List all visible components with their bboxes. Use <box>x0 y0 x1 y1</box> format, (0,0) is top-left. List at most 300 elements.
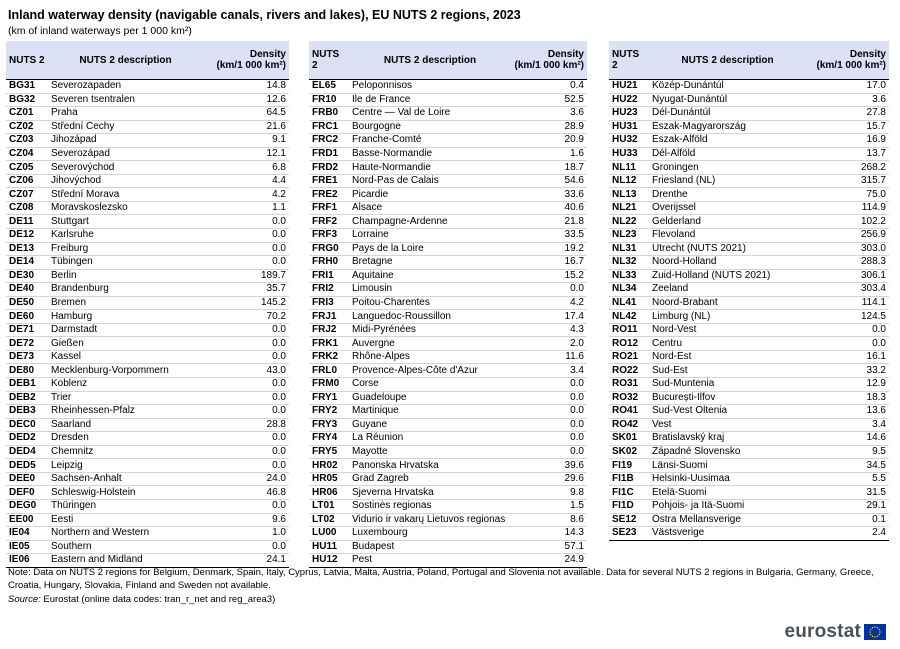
table-row <box>609 391 889 405</box>
table-row <box>6 120 289 134</box>
region-name: Bretagne <box>349 256 511 270</box>
density-value: 3.6 <box>511 107 587 121</box>
table-row <box>309 527 587 541</box>
density-value: 1.6 <box>511 147 587 161</box>
region-name: Lorraine <box>349 229 511 243</box>
region-name: Noord-Brabant <box>649 296 806 310</box>
table-row <box>6 445 289 459</box>
density-value: 0.0 <box>203 445 289 459</box>
density-value: 31.5 <box>806 486 889 500</box>
table-row <box>309 350 587 364</box>
nuts2-code: RO22 <box>609 364 649 378</box>
nuts2-code: RO12 <box>609 337 649 351</box>
nuts2-code: EE00 <box>6 513 48 527</box>
region-name: Provence-Alpes-Côte d'Azur <box>349 364 511 378</box>
eurostat-logo <box>784 621 886 643</box>
density-value: 9.8 <box>511 486 587 500</box>
nuts2-code: CZ03 <box>6 134 48 148</box>
header-description: NUTS 2 description <box>349 41 511 80</box>
table-row <box>6 256 289 270</box>
nuts2-code: DE30 <box>6 269 48 283</box>
nuts2-code: FRY4 <box>309 432 349 446</box>
density-value: 12.9 <box>806 378 889 392</box>
nuts2-code: FRG0 <box>309 242 349 256</box>
density-value: 33.2 <box>806 364 889 378</box>
table-row <box>6 527 289 541</box>
region-name: Rheinhessen-Pfalz <box>48 405 203 419</box>
density-value: 114.9 <box>806 201 889 215</box>
region-name: Picardie <box>349 188 511 202</box>
region-name: Ile de France <box>349 93 511 107</box>
table-row <box>609 296 889 310</box>
table-row <box>609 527 889 541</box>
region-name: Guadeloupe <box>349 391 511 405</box>
table-row <box>609 93 889 107</box>
table-row <box>609 229 889 243</box>
table-row <box>6 269 289 283</box>
region-name: Severozapaden <box>48 80 203 94</box>
nuts2-code: FRC1 <box>309 120 349 134</box>
nuts2-code: HU21 <box>609 80 649 94</box>
density-value: 0.0 <box>203 242 289 256</box>
region-name: Střední Morava <box>48 188 203 202</box>
density-value: 1.1 <box>203 201 289 215</box>
region-name: Severen tsentralen <box>48 93 203 107</box>
density-value: 14.3 <box>511 527 587 541</box>
density-value: 0.0 <box>203 350 289 364</box>
region-name: Guyane <box>349 418 511 432</box>
nuts2-code: FRD1 <box>309 147 349 161</box>
region-name: Gießen <box>48 337 203 351</box>
nuts2-code: FRE2 <box>309 188 349 202</box>
eu-flag-icon <box>864 624 886 640</box>
table-row <box>609 418 889 432</box>
table-row <box>6 364 289 378</box>
density-value: 0.0 <box>806 323 889 337</box>
nuts2-code: CZ06 <box>6 174 48 188</box>
density-value: 43.0 <box>203 364 289 378</box>
density-value: 306.1 <box>806 269 889 283</box>
region-name: Střední Čechy <box>48 120 203 134</box>
density-value: 4.2 <box>511 296 587 310</box>
table-row <box>6 391 289 405</box>
table-row <box>309 256 587 270</box>
density-value: 18.7 <box>511 161 587 175</box>
region-name: Sud-Muntenia <box>649 378 806 392</box>
region-name: Panonska Hrvatska <box>349 459 511 473</box>
region-name: Gelderland <box>649 215 806 229</box>
region-name: Közép-Dunántúl <box>649 80 806 94</box>
header-description: NUTS 2 description <box>649 41 806 80</box>
region-name: Alsace <box>349 201 511 215</box>
table-row <box>609 445 889 459</box>
nuts2-code: FI1C <box>609 486 649 500</box>
nuts2-code: FRY2 <box>309 405 349 419</box>
table-row <box>609 459 889 473</box>
nuts2-code: FRI2 <box>309 283 349 297</box>
region-name: Centru <box>649 337 806 351</box>
table-row <box>6 310 289 324</box>
nuts2-code: NL33 <box>609 269 649 283</box>
region-name: Hamburg <box>48 310 203 324</box>
nuts2-code: RO42 <box>609 418 649 432</box>
table-row <box>6 174 289 188</box>
density-table-2 <box>309 41 587 568</box>
region-name: Poitou-Charentes <box>349 296 511 310</box>
nuts2-code: IE04 <box>6 527 48 541</box>
table-row <box>609 107 889 121</box>
nuts2-code: BG31 <box>6 80 48 94</box>
nuts2-code: DEB3 <box>6 405 48 419</box>
nuts2-code: IE06 <box>6 554 48 568</box>
region-name: Koblenz <box>48 378 203 392</box>
density-value: 4.2 <box>203 188 289 202</box>
region-name: Thüringen <box>48 499 203 513</box>
nuts2-code: DE11 <box>6 215 48 229</box>
nuts2-code: DE80 <box>6 364 48 378</box>
region-name: Centre — Val de Loire <box>349 107 511 121</box>
table-row <box>309 391 587 405</box>
table-row <box>6 147 289 161</box>
table-row <box>6 337 289 351</box>
region-name: Haute-Normandie <box>349 161 511 175</box>
region-name: Jihovýchod <box>48 174 203 188</box>
nuts2-code: RO21 <box>609 350 649 364</box>
density-value: 21.6 <box>203 120 289 134</box>
density-value: 16.7 <box>511 256 587 270</box>
density-value: 24.0 <box>203 472 289 486</box>
density-value: 35.7 <box>203 283 289 297</box>
table-row <box>609 147 889 161</box>
region-name: Vidurio ir vakarų Lietuvos regionas <box>349 513 511 527</box>
region-name: Nord-Est <box>649 350 806 364</box>
nuts2-code: SE23 <box>609 527 649 541</box>
density-value: 0.0 <box>203 405 289 419</box>
table-row <box>309 445 587 459</box>
density-value: 268.2 <box>806 161 889 175</box>
table-row <box>6 80 289 94</box>
nuts2-code: FRK1 <box>309 337 349 351</box>
density-value: 0.0 <box>203 229 289 243</box>
table-row <box>609 134 889 148</box>
nuts2-code: SK02 <box>609 445 649 459</box>
nuts2-code: NL21 <box>609 201 649 215</box>
density-value: 0.0 <box>203 540 289 554</box>
region-name: Midi-Pyrénées <box>349 323 511 337</box>
nuts2-code: DEF0 <box>6 486 48 500</box>
nuts2-code: DED2 <box>6 432 48 446</box>
header-description: NUTS 2 description <box>48 41 203 80</box>
nuts2-code: DED5 <box>6 459 48 473</box>
density-value: 27.8 <box>806 107 889 121</box>
table-row <box>6 499 289 513</box>
table-row <box>609 120 889 134</box>
region-name: Mecklenburg-Vorpommern <box>48 364 203 378</box>
table-row <box>609 432 889 446</box>
density-value: 70.2 <box>203 310 289 324</box>
table-row <box>609 337 889 351</box>
table-row <box>309 134 587 148</box>
density-value: 124.5 <box>806 310 889 324</box>
table-row <box>6 472 289 486</box>
density-value: 75.0 <box>806 188 889 202</box>
nuts2-code: FRE1 <box>309 174 349 188</box>
nuts2-code: FI1B <box>609 472 649 486</box>
table-row <box>309 147 587 161</box>
region-name: Franche-Comté <box>349 134 511 148</box>
density-value: 21.8 <box>511 215 587 229</box>
nuts2-code: HU23 <box>609 107 649 121</box>
nuts2-code: LU00 <box>309 527 349 541</box>
density-value: 1.5 <box>511 499 587 513</box>
density-table-1 <box>6 41 289 568</box>
table-row <box>6 229 289 243</box>
table-row <box>6 296 289 310</box>
region-name: La Réunion <box>349 432 511 446</box>
nuts2-code: RO41 <box>609 405 649 419</box>
table-row <box>309 432 587 446</box>
density-value: 13.6 <box>806 405 889 419</box>
region-name: Bratislavský kraj <box>649 432 806 446</box>
nuts2-code: DE60 <box>6 310 48 324</box>
table-row <box>309 107 587 121</box>
table-row <box>609 161 889 175</box>
density-value: 3.4 <box>511 364 587 378</box>
table-row <box>6 350 289 364</box>
nuts2-code: FRD2 <box>309 161 349 175</box>
region-name: Mayotte <box>349 445 511 459</box>
region-name: Dresden <box>48 432 203 446</box>
table-row <box>309 93 587 107</box>
table-row <box>609 499 889 513</box>
region-name: Auvergne <box>349 337 511 351</box>
table-row <box>309 215 587 229</box>
density-value: 16.9 <box>806 134 889 148</box>
nuts2-code: HR05 <box>309 472 349 486</box>
nuts2-code: FRI3 <box>309 296 349 310</box>
nuts2-code: NL34 <box>609 283 649 297</box>
table-row <box>609 513 889 527</box>
region-name: Vest <box>649 418 806 432</box>
nuts2-code: FRK2 <box>309 350 349 364</box>
density-value: 16.1 <box>806 350 889 364</box>
density-value: 189.7 <box>203 269 289 283</box>
table-row <box>309 486 587 500</box>
region-name: Sud-Est <box>649 364 806 378</box>
table-row <box>309 310 587 324</box>
table-row <box>609 188 889 202</box>
table-row <box>6 215 289 229</box>
region-name: Darmstadt <box>48 323 203 337</box>
nuts2-code: FI19 <box>609 459 649 473</box>
table-row <box>6 161 289 175</box>
density-value: 9.5 <box>806 445 889 459</box>
nuts2-code: CZ01 <box>6 107 48 121</box>
nuts2-code: FRF2 <box>309 215 349 229</box>
table-row <box>309 472 587 486</box>
table-row <box>309 161 587 175</box>
nuts2-code: HU12 <box>309 554 349 568</box>
nuts2-code: DEC0 <box>6 418 48 432</box>
table-row <box>6 283 289 297</box>
header-density: Density (km/1 000 km²) <box>203 41 289 80</box>
table-row <box>609 242 889 256</box>
table-row <box>6 134 289 148</box>
density-value: 0.0 <box>511 432 587 446</box>
density-value: 102.2 <box>806 215 889 229</box>
density-value: 39.6 <box>511 459 587 473</box>
table-row <box>309 364 587 378</box>
region-name: Sostinės regionas <box>349 499 511 513</box>
density-value: 0.0 <box>511 418 587 432</box>
logo-text: eurostat <box>784 621 861 642</box>
table-row <box>6 242 289 256</box>
region-name: Northern and Western <box>48 527 203 541</box>
density-value: 9.6 <box>203 513 289 527</box>
region-name: Jihozápad <box>48 134 203 148</box>
density-value: 0.0 <box>203 256 289 270</box>
table-row <box>6 540 289 554</box>
density-value: 34.5 <box>806 459 889 473</box>
nuts2-code: RO11 <box>609 323 649 337</box>
table-row <box>6 201 289 215</box>
table-row <box>309 418 587 432</box>
region-name: Moravskoslezsko <box>48 201 203 215</box>
nuts2-code: HR02 <box>309 459 349 473</box>
density-value: 14.8 <box>203 80 289 94</box>
table-row <box>309 513 587 527</box>
region-name: Östra Mellansverige <box>649 513 806 527</box>
density-value: 28.8 <box>203 418 289 432</box>
density-value: 4.3 <box>511 323 587 337</box>
nuts2-code: FRC2 <box>309 134 349 148</box>
header-nuts2: NUTS 2 <box>6 41 48 80</box>
nuts2-code: DE73 <box>6 350 48 364</box>
region-name: Luxembourg <box>349 527 511 541</box>
region-name: Martinique <box>349 405 511 419</box>
nuts2-code: DE71 <box>6 323 48 337</box>
table-row <box>309 337 587 351</box>
region-name: Zeeland <box>649 283 806 297</box>
region-name: Languedoc-Roussillon <box>349 310 511 324</box>
nuts2-code: FRI1 <box>309 269 349 283</box>
region-name: Limousin <box>349 283 511 297</box>
density-value: 6.8 <box>203 161 289 175</box>
table-row <box>309 499 587 513</box>
density-value: 0.4 <box>511 80 587 94</box>
region-name: Dél-Alföld <box>649 147 806 161</box>
density-value: 256.9 <box>806 229 889 243</box>
nuts2-code: SK01 <box>609 432 649 446</box>
table-row <box>309 229 587 243</box>
region-name: Berlin <box>48 269 203 283</box>
region-name: Västsverige <box>649 527 806 541</box>
table-row <box>609 405 889 419</box>
density-table-3 <box>609 41 889 541</box>
density-value: 0.0 <box>806 337 889 351</box>
density-value: 0.0 <box>203 215 289 229</box>
density-value: 9.1 <box>203 134 289 148</box>
nuts2-code: NL23 <box>609 229 649 243</box>
table-row <box>6 459 289 473</box>
region-name: Bremen <box>48 296 203 310</box>
region-name: Flevoland <box>649 229 806 243</box>
region-name: București-Ilfov <box>649 391 806 405</box>
density-value: 29.6 <box>511 472 587 486</box>
density-value: 15.2 <box>511 269 587 283</box>
density-value: 15.7 <box>806 120 889 134</box>
table-row <box>309 283 587 297</box>
nuts2-code: DE72 <box>6 337 48 351</box>
nuts2-code: FRL0 <box>309 364 349 378</box>
region-name: Praha <box>48 107 203 121</box>
region-name: Corse <box>349 378 511 392</box>
nuts2-code: HR06 <box>309 486 349 500</box>
table-row <box>6 378 289 392</box>
density-value: 0.1 <box>806 513 889 527</box>
region-name: Champagne-Ardenne <box>349 215 511 229</box>
region-name: Noord-Holland <box>649 256 806 270</box>
table-row <box>609 310 889 324</box>
density-value: 145.2 <box>203 296 289 310</box>
region-name: Peloponnisos <box>349 80 511 94</box>
region-name: Rhône-Alpes <box>349 350 511 364</box>
density-value: 0.0 <box>203 378 289 392</box>
nuts2-code: CZ04 <box>6 147 48 161</box>
region-name: Kassel <box>48 350 203 364</box>
table-row <box>309 80 587 94</box>
nuts2-code: DE50 <box>6 296 48 310</box>
density-value: 114.1 <box>806 296 889 310</box>
nuts2-code: FRY1 <box>309 391 349 405</box>
nuts2-code: HU33 <box>609 147 649 161</box>
density-value: 54.6 <box>511 174 587 188</box>
table-row <box>309 378 587 392</box>
density-value: 5.5 <box>806 472 889 486</box>
region-name: Sud-Vest Oltenia <box>649 405 806 419</box>
region-name: Eesti <box>48 513 203 527</box>
region-name: Utrecht (NUTS 2021) <box>649 242 806 256</box>
table-row <box>309 242 587 256</box>
table-row <box>609 80 889 94</box>
region-name: Dél-Dunántúl <box>649 107 806 121</box>
region-name: Nyugat-Dunántúl <box>649 93 806 107</box>
table-row <box>6 188 289 202</box>
nuts2-code: HU31 <box>609 120 649 134</box>
table-row <box>309 296 587 310</box>
header-density: Density (km/1 000 km²) <box>806 41 889 80</box>
density-value: 0.0 <box>511 378 587 392</box>
region-name: Grad Zagreb <box>349 472 511 486</box>
table-row <box>609 174 889 188</box>
density-value: 303.0 <box>806 242 889 256</box>
region-name: Groningen <box>649 161 806 175</box>
nuts2-code: DE40 <box>6 283 48 297</box>
region-name: Nord-Pas de Calais <box>349 174 511 188</box>
nuts2-code: DEE0 <box>6 472 48 486</box>
header-nuts2: NUTS 2 <box>309 41 349 80</box>
density-value: 0.0 <box>203 459 289 473</box>
table-row <box>609 350 889 364</box>
region-name: Aquitaine <box>349 269 511 283</box>
region-name: Západné Slovensko <box>649 445 806 459</box>
table-row <box>309 323 587 337</box>
density-value: 17.0 <box>806 80 889 94</box>
table-row <box>6 323 289 337</box>
density-value: 2.4 <box>806 527 889 541</box>
density-value: 0.0 <box>203 323 289 337</box>
table-row <box>309 459 587 473</box>
